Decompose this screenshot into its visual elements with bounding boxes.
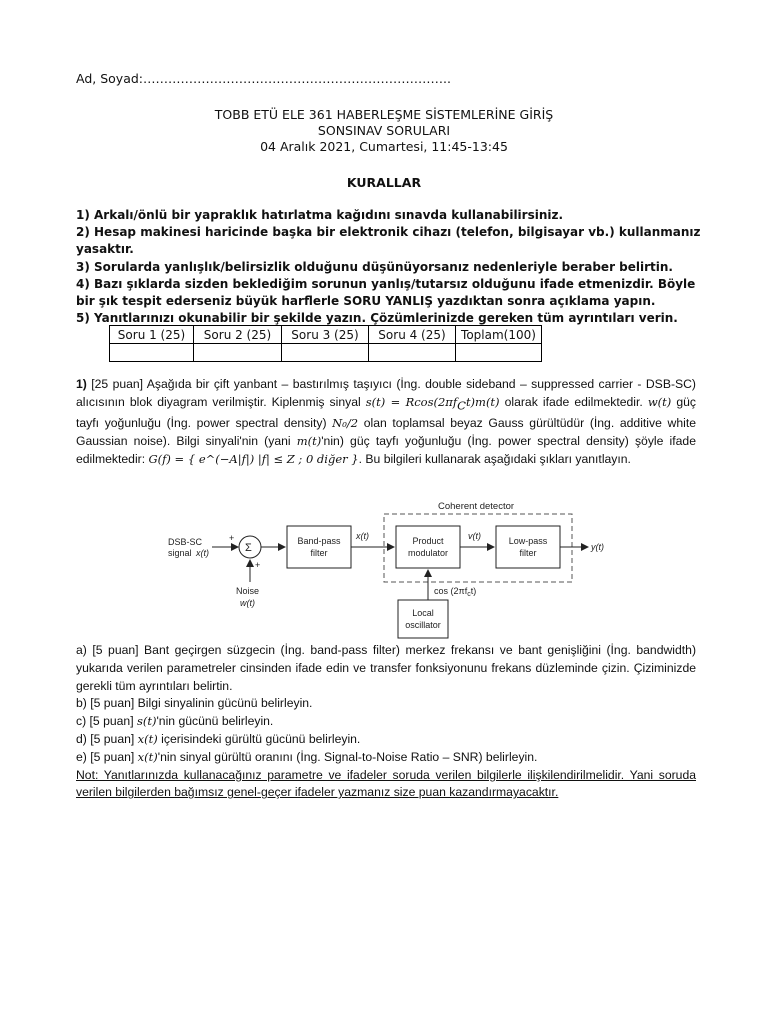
product-label: modulator (407, 548, 449, 558)
low-pass-filter-block (496, 526, 560, 568)
question-text: güç tayfı yoğunluğu (İng. power spectral density) (76, 394, 696, 431)
exam-title: SONSINAV SORULARI (317, 123, 451, 138)
subquestion-c-text: 'nin gücünü belirleyin. (156, 714, 274, 729)
coherent-detector-label: Coherent detector (438, 501, 515, 512)
subquestion-a: a) [5 puan] Bant geçirgen süzgecin (İng. band-pass filter) merkez frekansı ve bant genişliğini (İng. bandwidth) yukarıda verilen parametreler cinsinden ifade edin ve transfer fonksiyonunu frekans düzleminde çizin. Çiziminizde gerekli tüm ayrıntıları belirtin. (76, 643, 696, 693)
osc-label: Local (412, 608, 434, 618)
rules-list (76, 207, 716, 327)
exam-date: 04 Aralık 2021, Cumartesi, 11:45-13:45 (260, 139, 508, 154)
carrier-label-sub: c (467, 591, 471, 598)
subquestion-d (76, 731, 696, 749)
rule-item: 3) Sorularda yanlışlık/belirsizlik olduğunu düşünüyorsanız nedenleriyle beraber belirtin. (76, 259, 673, 274)
subquestion-c-prefix: c) [5 puan] (76, 714, 137, 729)
plus-sign: + (255, 560, 261, 570)
score-header-cell: Soru 1 (25) (110, 326, 194, 344)
score-header-cell: Soru 2 (25) (194, 326, 282, 344)
subquestion-d-text: içerisindeki gürültü gücünü belirleyin. (157, 731, 361, 746)
math-expr: s(t) = Rcos(2πf (365, 394, 458, 409)
rule-item: 1) Arkalı/önlü bir yapraklık hatırlatma kağıdını sınavda kullanabilirsiniz. (76, 208, 564, 222)
lpf-label: filter (519, 548, 537, 558)
subquestion-e-text: 'nin sinyal gürültü oranını (İng. Signal-to-Noise Ratio – SNR) belirleyin. (157, 749, 538, 764)
score-cell (194, 344, 282, 362)
question-text: 'nin) güç tayfı yoğunluğu (İng. power spectral density) şöyle ifade edilmektedir: (76, 433, 696, 466)
score-header-cell: Soru 3 (25) (282, 326, 369, 344)
input-label: signal (168, 548, 192, 558)
math-expr: t)m(t) (465, 394, 500, 409)
local-oscillator-block (398, 600, 448, 638)
score-cell (369, 344, 456, 362)
bpf-label: filter (310, 548, 328, 558)
question-text: [25 puan] Aşağıda bir çift yanbant – bastırılmış taşıyıcı (İng. double sideband – suppressed carrier - DSB-SC) alıcısının blok diyagram verilmiştir. Kiplenmiş sinyal (76, 377, 696, 409)
score-header-row (110, 326, 542, 344)
score-value-row (110, 344, 542, 362)
score-cell (110, 344, 194, 362)
subquestion-d-prefix: d) [5 puan] (76, 731, 138, 746)
math-expr: x(t) (137, 731, 158, 746)
score-cell (282, 344, 369, 362)
bpf-label: Band-pass (297, 536, 341, 546)
math-expr: N₀/2 (332, 416, 359, 431)
question-text: . Bu bilgileri kullanarak aşağıdaki şıkları yanıtlayın. (358, 451, 631, 466)
subquestion-e (76, 749, 696, 767)
carrier-label-text: cos (2πf (434, 586, 468, 596)
plus-sign: + (229, 533, 235, 543)
math-expr: m(t) (296, 433, 322, 448)
noise-var: w(t) (240, 598, 255, 608)
math-piecewise: G(f) = { e^(−A|f|) |f| ≤ Z ; 0 diğer } (148, 451, 359, 466)
score-header-cell: Toplam(100) (456, 326, 542, 344)
bpf-output-var: x(t) (356, 531, 369, 541)
subquestion-e-prefix: e) [5 puan] (76, 749, 138, 764)
product-label: Product (412, 536, 444, 546)
name-line: Ad, Soyad:……………………………………………………………….. (76, 71, 451, 86)
question-number: 1) (76, 377, 87, 391)
receiver-block-diagram (160, 496, 620, 642)
score-table (109, 325, 542, 362)
rules-title: KURALLAR (346, 175, 422, 190)
product-output-var: v(t) (468, 531, 481, 541)
subquestion-b: b) [5 puan] Bilgi sinyalinin gücünü belirleyin. (76, 696, 313, 711)
lpf-label: Low-pass (508, 536, 548, 546)
noise-label: Noise (236, 586, 260, 596)
sum-symbol: Σ (245, 542, 252, 554)
carrier-label (434, 586, 476, 598)
subquestion-c (76, 713, 696, 731)
math-expr: w(t) (647, 394, 672, 409)
math-subscript: C (457, 398, 466, 413)
rule-item: 5) Yanıtlarınızı okunabilir bir şekilde yazın. Çözümlerinizde gereken tüm ayrıntıları verin. (76, 311, 678, 326)
subquestions (76, 642, 696, 802)
question-text: olarak ifade edilmektedir. (499, 394, 648, 409)
input-var: x(t) (196, 548, 209, 558)
product-modulator-block (396, 526, 460, 568)
math-expr: x(t) (137, 749, 158, 764)
note-text: Not: Yanıtlarınızda kullanacağınız parametre ve ifadeler soruda verilen bilgilerle ilişkilendirilmelidir. Yani soruda verilen bilgilerden bağımsız genel-geçer ifadeler yazmanız size puan kazandırmayacaktır. (76, 767, 696, 800)
output-var: y(t) (591, 542, 604, 552)
band-pass-filter-block (287, 526, 351, 568)
math-expr: s(t) (136, 714, 157, 729)
rule-item: 4) Bazı şıklarda sizden beklediğim sorunun yanlış/tutarsız olduğunu ifade etmenizdir. Böyle bir şık tespit ederseniz büyük harflerle SORU YANLIŞ yazdıktan sonra açıklama yapın. (76, 276, 696, 309)
score-header-cell: Soru 4 (25) (369, 326, 456, 344)
question-text: olan toplamsal beyaz Gauss gürültüdür (İng. additive white Gaussian noise). Bilgi sinyali'nin (yani (76, 416, 696, 448)
carrier-label-end: t) (470, 586, 477, 596)
course-title: TOBB ETÜ ELE 361 HABERLEŞME SİSTEMLERİNE GİRİŞ (214, 107, 554, 122)
rule-item: 2) Hesap makinesi haricinde başka bir elektronik cihazı (telefon, bilgisayar vb.) kullanmanız yasaktır. (76, 225, 701, 257)
score-cell (456, 344, 542, 362)
osc-label: oscillator (405, 620, 441, 630)
input-label: DSB-SC (168, 537, 203, 547)
question-1-text (76, 376, 696, 468)
